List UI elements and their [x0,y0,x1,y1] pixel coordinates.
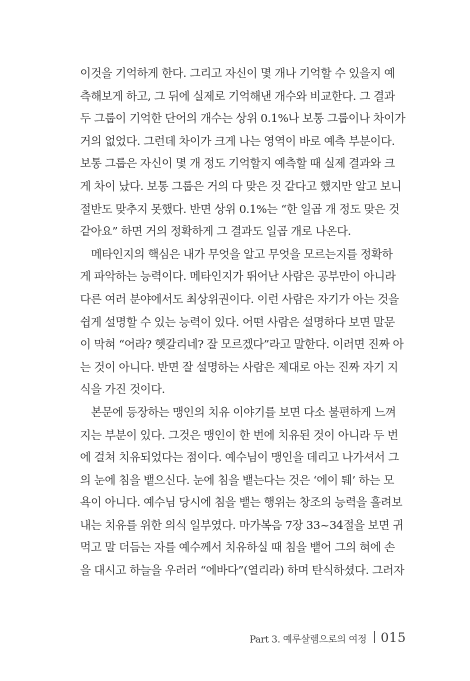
body-line: 이 막혀 “어라? 헷갈리네? 잘 모르겠다”라고 말한다. 이러면 진짜 아 [80,337,404,352]
body-line: 게 파악하는 능력이다. 메타인지가 뛰어난 사람은 공부만이 아니라 [80,269,396,284]
paragraph-start-line: 메타인지의 핵심은 내가 무엇을 알고 무엇을 모르는지를 정확하 [91,246,393,261]
paragraph-start-line: 본문에 등장하는 맹인의 치유 이야기를 보면 다소 불편하게 느껴 [91,404,396,419]
body-text [80,62,406,582]
footer-divider [374,631,375,643]
body-line: 에 걸쳐 치유되었다는 점이다. 예수님이 맹인을 데리고 나가셔서 그 [80,450,399,465]
body-line: 의 눈에 침을 뱉으신다. 눈에 침을 뱉는다는 것은 ‘에이 퉤’ 하는 모 [80,472,395,487]
body-line: 두 그룹이 기억한 단어의 개수는 상위 0.1%나 보통 그룹이나 차이가 [80,111,406,126]
body-line: 먹고 말 더듬는 자를 예수께서 치유하실 때 침을 뱉어 그의 혀에 손 [80,540,395,555]
body-line: 내는 치유를 위한 의식 일부였다. 마가복음 7장 33~34절을 보면 귀 [80,517,404,532]
body-line: 쉽게 설명할 수 있는 능력이 있다. 어떤 사람은 설명하다 보면 말문 [80,314,395,329]
body-line: 절반도 맞추지 못했다. 반면 상위 0.1%는 “한 일곱 개 정도 맞은 것 [80,201,400,216]
body-line: 다른 여러 분야에서도 최상위권이다. 이런 사람은 자기가 아는 것을 [80,291,399,306]
body-line: 욕이 아니다. 예수님 당시에 침을 뱉는 행위는 창조의 능력을 흘려보 [80,495,403,510]
body-line: 게 차이 났다. 보통 그룹은 거의 다 맞은 것 같다고 했지만 알고 보니 [80,178,402,193]
body-line: 측해보게 하고, 그 뒤에 실제로 기억해낸 개수와 비교한다. 그 결과 [80,88,395,103]
body-line: 지는 부분이 있다. 그것은 맹인이 한 번에 치유된 것이 아니라 두 번 [80,427,399,442]
body-line: 식을 가진 것이다. [80,382,165,397]
body-line: 같아요” 하면 거의 정확하게 그 결과도 일곱 개로 나온다. [80,224,351,239]
body-line: 는 것이 아니다. 반면 잘 설명하는 사람은 제대로 아는 진짜 자기 지 [80,359,399,374]
body-line: 이것을 기억하게 한다. 그리고 자신이 몇 개나 기억할 수 있을지 예 [80,66,395,80]
body-line: 보통 그룹은 자신이 몇 개 정도 기억할지 예측할 때 실제 결과와 크 [80,156,395,171]
body-line: 을 대시고 하늘을 우러러 “에바다”(열리라) 하며 탄식하셨다. 그러자 [80,563,405,578]
body-line: 거의 없었다. 그런데 차이가 크게 나는 영역이 바로 예측 부분이다. [80,133,395,148]
page-footer [0,628,406,647]
running-footer-title: Part 3. 예루살렘으로의 여정 [249,634,367,646]
page-number: 015 [380,631,406,646]
